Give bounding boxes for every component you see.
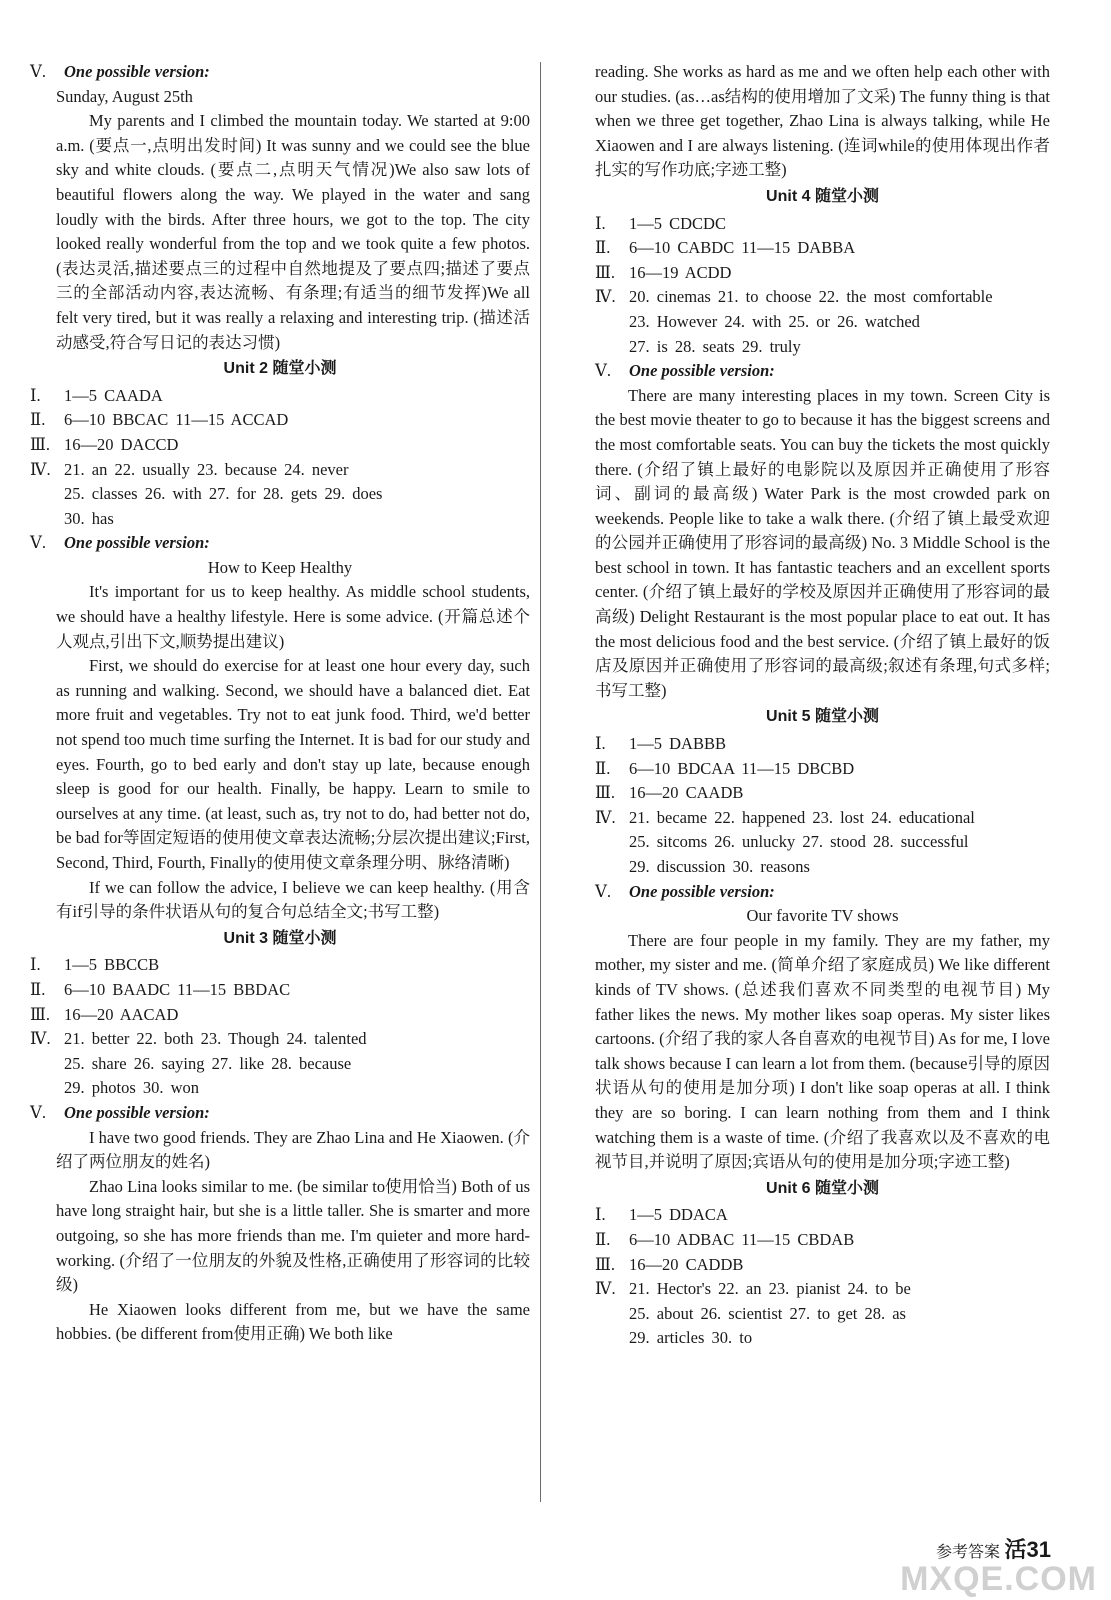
answer-row: Ⅰ. 1—5 CAADA bbox=[30, 385, 163, 405]
essay-paragraph: Zhao Lina looks similar to me. (be similar to使用恰当) Both of us have long straight hair, but she is a little taller. She is smarter and more outgoing, so she has more friends than me. I'm quieter and more hard-working. (介绍了一位朋友的外貌及性格,正确使用了形容词的比较级) bbox=[56, 1176, 530, 1295]
essay-paragraph: I have two good friends. They are Zhao Lina and He Xiaowen. (介绍了两位朋友的姓名) bbox=[56, 1127, 530, 1172]
unit-heading: Unit 4 随堂小测 bbox=[766, 187, 879, 205]
unit-heading: Unit 3 随堂小测 bbox=[223, 929, 337, 947]
answer-row: Ⅲ. 16—20 CAADB bbox=[595, 783, 744, 803]
essay-paragraph: It's important for us to keep healthy. As middle school students, we should have a healthy lifestyle. Here is some advice. (开篇总述个人观点,引出下文,顺势提出建议) bbox=[56, 582, 530, 651]
essay-paragraph: If we can follow the advice, I believe we can keep healthy. (用含有if引导的条件状语从句的复合句总结全文;书写工整) bbox=[56, 877, 530, 922]
diary-date: Sunday, August 25th bbox=[56, 86, 193, 106]
answer-row: Ⅱ. 6—10 BDCAA 11—15 DBCBD bbox=[595, 758, 855, 778]
essay-paragraph: There are many interesting places in my town. Screen City is the best movie theater to go to because it has the biggest screens and the most comfortable seats. You can buy the tickets the most quickly there. (介绍了镇上最好的电影院以及原因并正确使用了形容词、副词的最高级) Water Park is the most crowded park on weekends. People like to take a walk there. (介绍了镇上最受欢迎的公园并正确使用了形容词的最高级) No. 3 Middle School is the best school in town. It has fantastic teachers and an excellent sports center. (介绍了镇上最好的学校及原因并正确使用了形容词的最高级) Delight Restaurant is the most popular place to eat out. It has the most delicious food and the best service. (介绍了镇上最好的饭店及原因并正确使用了形容词的最高级;叙述有条理,句式多样;书写工整) bbox=[595, 385, 1050, 700]
page-number: 活31 bbox=[1004, 1537, 1051, 1562]
answer-row: Ⅰ. 1—5 DDACA bbox=[595, 1205, 728, 1225]
answer-row: Ⅲ. 16—19 ACDD bbox=[595, 262, 732, 282]
section-heading-unit2-v: Ⅴ. One possible version: bbox=[30, 533, 210, 553]
answer-row-continuation: 25. share 26. saying 27. like 28. because bbox=[64, 1053, 352, 1073]
answer-row: Ⅳ. 21. an 22. usually 23. because 24. never bbox=[30, 459, 349, 479]
answer-row: Ⅱ. 6—10 CABDC 11—15 DABBA bbox=[595, 238, 856, 258]
answer-row-continuation: 27. is 28. seats 29. truly bbox=[629, 336, 801, 356]
answer-row-continuation: 29. photos 30. won bbox=[64, 1078, 200, 1098]
right-column bbox=[595, 60, 1050, 1351]
answer-row-continuation: 29. articles 30. to bbox=[629, 1328, 753, 1348]
essay-paragraph: There are four people in my family. They are my father, my mother, my sister and me. (简单介绍了家庭成员) We like different kinds of TV shows. (总述我们喜欢不同类型的电视节目) My father likes the news. My mother likes soap operas. My sister likes cartoons. (介绍了我的家人各自喜欢的电视节目) As for me, I love talk shows because I can learn a lot from them. (because引导的原因状语从句的使用是加分项) I don't like soap operas at all. I think they are so boring. I can learn nothing from them and I think watching them is a waste of time. (介绍了我喜欢以及不喜欢的电视节目,并说明了原因;宾语从句的使用是加分项;字迹工整) bbox=[595, 930, 1050, 1172]
answer-row: Ⅰ. 1—5 BBCCB bbox=[30, 955, 160, 975]
answer-row: Ⅳ. 21. became 22. happened 23. lost 24. educational bbox=[595, 807, 975, 827]
answer-row: Ⅳ. 21. Hector's 22. an 23. pianist 24. to be bbox=[595, 1279, 911, 1299]
section-heading-unit1-v: Ⅴ. One possible version: bbox=[30, 62, 210, 81]
section-heading-unit4-v: Ⅴ. One possible version: bbox=[595, 361, 775, 381]
essay-paragraph: He Xiaowen looks different from me, but we have the same hobbies. (be different from使用正确) We both like bbox=[56, 1299, 530, 1344]
essay-title: Our favorite TV shows bbox=[746, 906, 899, 926]
unit-heading: Unit 2 随堂小测 bbox=[223, 360, 337, 378]
answer-row: Ⅰ. 1—5 DABBB bbox=[595, 734, 726, 754]
section-heading-unit5-v: Ⅴ. One possible version: bbox=[595, 881, 775, 901]
unit-heading: Unit 5 随堂小测 bbox=[766, 708, 879, 726]
essay-title: How to Keep Healthy bbox=[207, 557, 353, 577]
essay-paragraph: First, we should do exercise for at least one hour every day, such as running and walking. Second, we should have a balanced diet. Eat more fruit and vegetables. Try not to eat junk food. Third, we'd better not spend too much time surfing the Internet. It is bad for our study and eyes. Fourth, go to bed early and don't stay up late, because enough sleep is good for our health. Finally, be happy. Learn to smile to ourselves at any time. (at least, such as, try not to do, had better not do, be bad for等固定短语的使用使文章表达流畅;分层次提出建议;First, Second, Third, Fourth, Finally的使用使文章条理分明、脉络清晰) bbox=[56, 656, 530, 872]
essay-paragraph: My parents and I climbed the mountain today. We started at 9:00 a.m. (要点一,点明出发时间) It was sunny and we could see the blue sky and white clouds. (要点二,点明天气情况)We also saw lots of beautiful flowers along the way. We played in the water and sang loudly with the birds. After three hours, we got to the top. The city looked really wonderful from the top and we took quite a few photos. (表达灵活,描述要点三的过程中自然地提及了要点四;描述了要点三的全部活动内容,表达流畅、有条理;有适当的细节发挥)We all felt very tired, but it was really a relaxing and interesting trip. (描述活动感受,符合写日记的表达习惯) bbox=[56, 111, 530, 352]
answer-row-continuation: 25. about 26. scientist 27. to get 28. as bbox=[629, 1303, 906, 1323]
answer-row-continuation: 30. has bbox=[64, 508, 114, 528]
left-column bbox=[30, 60, 530, 1347]
answer-row: Ⅲ. 16—20 AACAD bbox=[30, 1004, 179, 1024]
footer-label: 参考答案 bbox=[936, 1544, 1001, 1561]
answer-row-continuation: 29. discussion 30. reasons bbox=[629, 857, 810, 876]
answer-row-continuation: 23. However 24. with 25. or 26. watched bbox=[629, 311, 920, 331]
answer-row: Ⅲ. 16—20 CADDB bbox=[595, 1254, 744, 1274]
essay-paragraph-continuation: reading. She works as hard as me and we often help each other with our studies. (as…as结构的使用增加了文采) The funny thing is that when we three get together, Zhao Lina is always talking, while He Xiaowen and I are always listening. (连词while的使用体现出作者扎实的写作功底;字迹工整) bbox=[595, 62, 1050, 180]
answer-row-continuation: 25. classes 26. with 27. for 28. gets 29. does bbox=[64, 484, 383, 504]
answer-row-continuation: 25. sitcoms 26. unlucky 27. stood 28. successful bbox=[629, 832, 969, 852]
answer-row: Ⅱ. 6—10 BAADC 11—15 BBDAC bbox=[30, 979, 291, 999]
answer-row: Ⅳ. 21. better 22. both 23. Though 24. talented bbox=[30, 1029, 367, 1049]
watermark-logo: MXQE.COM bbox=[900, 1560, 1097, 1599]
answer-row: Ⅳ. 20. cinemas 21. to choose 22. the most comfortable bbox=[595, 287, 993, 307]
answer-row: Ⅱ. 6—10 ADBAC 11—15 CBDAB bbox=[595, 1229, 855, 1249]
column-divider bbox=[540, 62, 541, 1502]
answer-row: Ⅰ. 1—5 CDCDC bbox=[595, 213, 726, 233]
answer-row: Ⅲ. 16—20 DACCD bbox=[30, 434, 179, 454]
section-heading-unit3-v: Ⅴ. One possible version: bbox=[30, 1102, 210, 1122]
unit-heading: Unit 6 随堂小测 bbox=[766, 1179, 879, 1197]
answer-row: Ⅱ. 6—10 BBCAC 11—15 ACCAD bbox=[30, 410, 289, 430]
